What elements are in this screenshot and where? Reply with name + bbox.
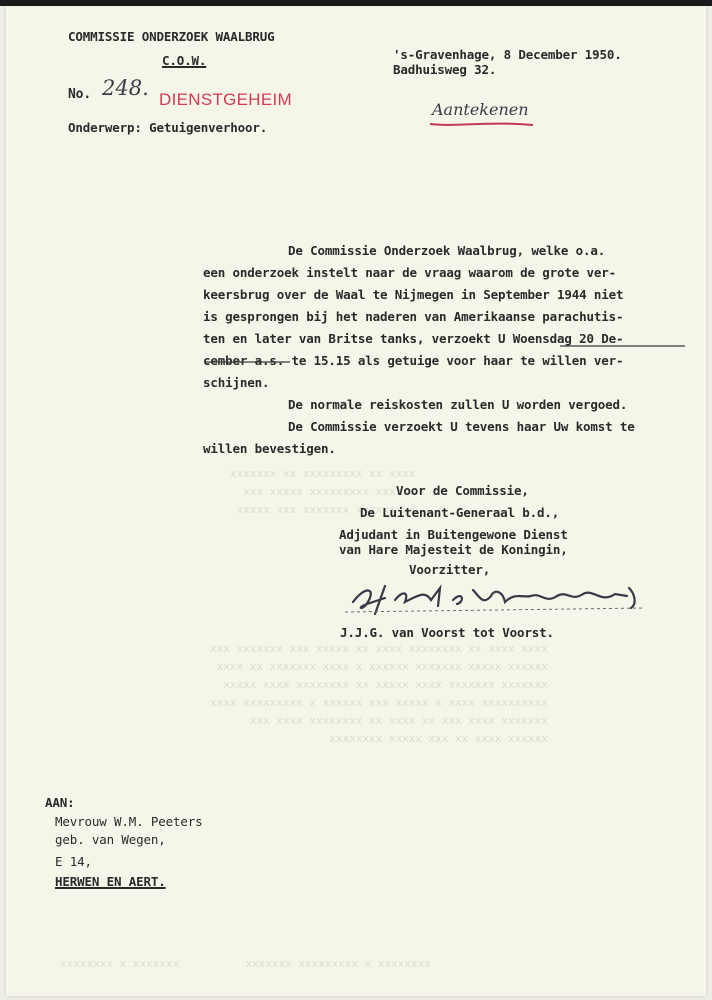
signature-line-1: Voor de Commissie,: [396, 483, 529, 498]
signature-line-3: Adjudant in Buitengewone Dienst: [339, 527, 568, 542]
recipient-line-3: E 14,: [55, 854, 92, 869]
annotation-handwritten: Aantekenen: [432, 100, 529, 119]
committee-name: COMMISSIE ONDERZOEK WAALBRUG: [68, 29, 275, 44]
signature-line-5: Voorzitter,: [409, 562, 491, 577]
place-date: 's-Gravenhage, 8 December 1950.: [393, 47, 622, 62]
recipient-line-1: Mevrouw W.M. Peeters: [55, 814, 203, 829]
signature-line-2: De Luitenant-Generaal b.d.,: [360, 505, 560, 520]
recipient-line-4: HERWEN EN AERT.: [55, 874, 166, 889]
body-paragraph-2: De normale reiskosten zullen U worden vergoed.: [288, 397, 628, 412]
date-underline: [205, 345, 695, 365]
body-paragraph-1-line-3: keersbrug over de Waal te Nijmegen in September 1944 niet: [203, 287, 624, 302]
body-paragraph-1-line-4: is gesprongen bij het naderen van Amerikaanse parachutis-: [203, 309, 624, 324]
committee-abbrev: C.O.W.: [162, 53, 207, 68]
body-paragraph-1-line-7: schijnen.: [203, 375, 270, 390]
signatory-name: J.J.G. van Voorst tot Voorst.: [340, 625, 554, 640]
sender-address: Badhuisweg 32.: [393, 62, 497, 77]
body-paragraph-3-line-1: De Commissie verzoekt U tevens haar Uw komst te: [288, 419, 635, 434]
body-paragraph-3-line-2: willen bevestigen.: [203, 441, 336, 456]
signature-line-4: van Hare Majesteit de Koningin,: [339, 542, 568, 557]
reference-number-handwritten: 248.: [102, 76, 149, 100]
body-paragraph-1-line-5: ten en later van Britse tanks, verzoekt U Woensdag 20 De-: [203, 331, 624, 346]
annotation-underline: [428, 118, 538, 130]
subject-line: Onderwerp: Getuigenverhoor.: [68, 120, 268, 135]
reference-number-label: No.: [68, 87, 92, 102]
body-paragraph-1-line-1: De Commissie Onderzoek Waalbrug, welke o.a.: [288, 243, 606, 258]
recipient-label: AAN:: [45, 795, 75, 810]
body-paragraph-1-line-2: een onderzoek instelt naar de vraag waarom de grote ver-: [203, 265, 617, 280]
bleed-through-text: xxxx xx xxxxxxxxx xx xxxxxxx xxxxxx xxxxxxxxx xxxxx xxx xxxxxxxxx xxxxxxx xxx xxxxx: [230, 467, 416, 516]
recipient-line-2: geb. van Wegen,: [55, 832, 166, 847]
handwritten-signature: [345, 578, 655, 620]
bleed-through-text: xxxx xxxx xx xxxxxxxx xxxx xx xxxxx xxx xxxxxxx xxx xxxxxx xxxxx xxxxxxx xxxxxx x xxxx xxxxxxx xx xxxx xxxxxxx xxxxxxx xxxx xxxxx xx xxxxxxxx xxxx xxxxx xxxxxxxxxx xxxx x xxxxx xxx xxxxxx x xxxxxxxxx xxxx xxxxxxx xxxx xxx xx xxxx xx xxxxxxxx xxxx xxx xxxxxx xxxx xx xxx xxxxx xxxxxxxx: [210, 642, 548, 745]
body-paragraph-1-line-6: cember a.s. te 15.15 als getuige voor haar te willen ver-: [203, 353, 624, 368]
classification-stamp: DIENSTGEHEIM: [159, 90, 293, 109]
bleed-through-text: xxxxxxxx x xxxxxxxxx xxxxxxx xxxxxxx x xxxxxxxx: [60, 957, 431, 970]
